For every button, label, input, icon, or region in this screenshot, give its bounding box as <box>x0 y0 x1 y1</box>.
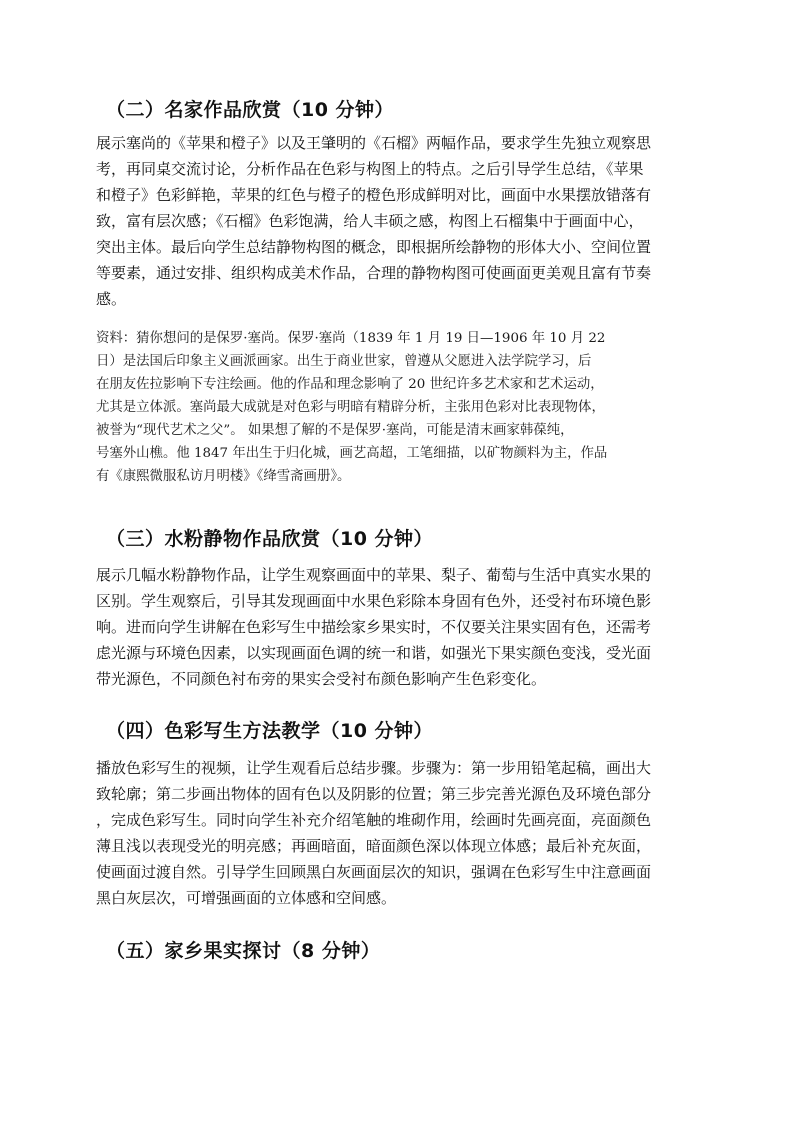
note-line: 在朋友佐拉影响下专注绘画。他的作品和理念影响了 20 世纪许多艺术家和艺术运动， <box>96 377 604 392</box>
paragraph-line: 展示几幅水粉静物作品，让学生观察画面中的苹果、梨子、葡萄与生活中真实水果的 <box>96 566 652 584</box>
paragraph-line: 带光源色，不同颜色衬布旁的果实会受衬布颜色影响产生色彩变化。 <box>96 670 547 688</box>
section-heading-5: （五）家乡果实探讨（8 分钟） <box>106 940 381 962</box>
paragraph-line: 虑光源与环境色因素，以实现画面色调的统一和谐，如强光下果实颜色变浅，受光面 <box>96 644 652 662</box>
paragraph-line: 黑白灰层次，可增强画面的立体感和空间感。 <box>96 889 397 907</box>
paragraph-line: 展示塞尚的《苹果和橙子》以及王肇明的《石榴》两幅作品，要求学生先独立观察思 <box>96 134 652 152</box>
section-paragraph-3 <box>96 562 702 692</box>
paragraph-line: 致轮廓；第二步画出物体的固有色以及阴影的位置；第三步完善光源色及环境色部分 <box>96 785 652 803</box>
reference-note <box>96 327 708 488</box>
paragraph-line: 薄且浅以表现受光的明亮感；再画暗面，暗面颜色深以体现立体感；最后补充灰面， <box>96 837 652 855</box>
paragraph-line: 考，再同桌交流讨论，分析作品在色彩与构图上的特点。之后引导学生总结，《苹果 <box>96 160 644 178</box>
paragraph-line: 感。 <box>96 290 127 308</box>
paragraph-line: ，完成色彩写生。同时向学生补充介绍笔触的堆砌作用，绘画时先画亮面，亮面颜色 <box>96 811 652 829</box>
paragraph-line: 区别。学生观察后，引导其发现画面中水果色彩除本身固有色外，还受衬布环境色影 <box>96 592 652 610</box>
note-line: 被誉为“现代艺术之父”。 如果想了解的不是保罗·塞尚，可能是清末画家韩葆纯， <box>96 423 574 438</box>
section-heading-4: （四）色彩写生方法教学（10 分钟） <box>106 720 434 742</box>
paragraph-line: 响。进而向学生讲解在色彩写生中描绘家乡果实时，不仅要关注果实固有色，还需考 <box>96 618 652 636</box>
paragraph-line: 和橙子》色彩鲜艳，苹果的红色与橙子的橙色形成鲜明对比，画面中水果摆放错落有 <box>96 186 652 204</box>
paragraph-line: 突出主体。最后向学生总结静物构图的概念，即根据所绘静物的形体大小、空间位置 <box>96 238 652 256</box>
note-line: 日）是法国后印象主义画派画家。出生于商业世家，曾遵从父愿进入法学院学习，后 <box>96 354 592 369</box>
paragraph-line: 使画面过渡自然。引导学生回顾黑白灰画面层次的知识，强调在色彩写生中注意画面 <box>96 863 652 881</box>
note-line: 有《康熙微服私访月明楼》《绛雪斋画册》。 <box>96 469 351 484</box>
note-line: 资料：猜你想问的是保罗·塞尚。保罗·塞尚（1839 年 1 月 19 日—1906 年 10 月 22 <box>96 331 606 346</box>
section-heading-2: （二）名家作品欣赏（10 分钟） <box>106 99 395 121</box>
section-heading-3: （三）水粉静物作品欣赏（10 分钟） <box>106 528 434 550</box>
note-line: 尤其是立体派。塞尚最大成就是对色彩与明暗有精辟分析，主张用色彩对比表现物体， <box>96 400 605 415</box>
note-line: 号塞外山樵。他 1847 年出生于归化城，画艺高超，工笔细描，以矿物颜料为主，作品 <box>96 446 608 461</box>
paragraph-line: 播放色彩写生的视频，让学生观看后总结步骤。步骤为：第一步用铅笔起稿，画出大 <box>96 759 652 777</box>
section-paragraph-2 <box>96 130 702 312</box>
section-paragraph-4 <box>96 755 702 911</box>
paragraph-line: 致，富有层次感；《石榴》色彩饱满，给人丰硕之感，构图上石榴集中于画面中心， <box>96 212 644 230</box>
paragraph-line: 等要素，通过安排、组织构成美术作品，合理的静物构图可使画面更美观且富有节奏 <box>96 264 652 282</box>
